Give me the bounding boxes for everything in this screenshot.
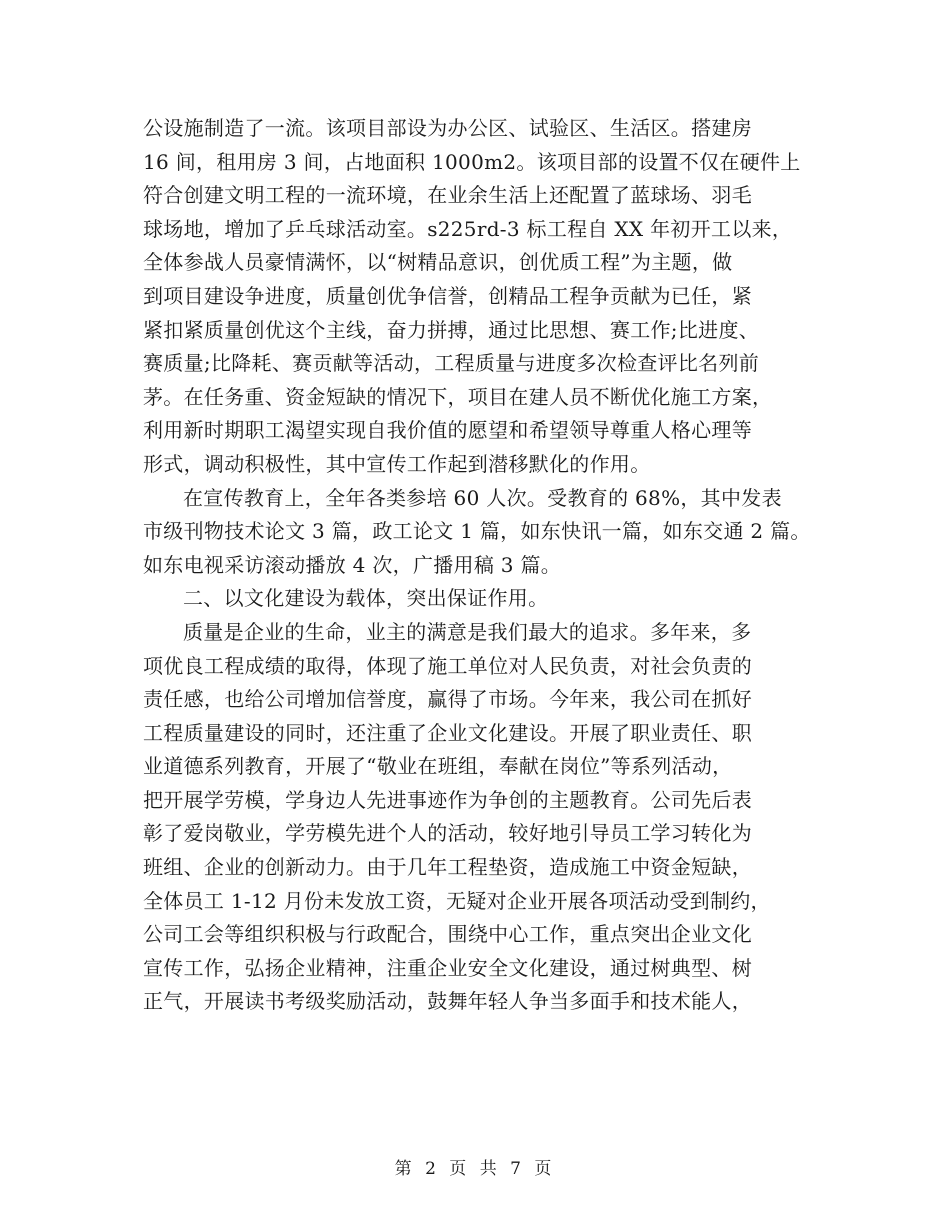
text-line: 16 间，租用房 3 间，占地面积 1000m2。该项目部的设置不仅在硬件上	[143, 149, 801, 174]
text-line: 全体参战人员豪情满怀，以“树精品意识，创优质工程”为主题，做	[143, 250, 733, 275]
text-line: 班组、企业的创新动力。由于几年工程垫资，造成施工中资金短缺，	[143, 855, 752, 880]
text-line: 质量是企业的生命，业主的满意是我们最大的追求。多年来，多	[183, 619, 752, 644]
text-line: 市级刊物技术论文 3 篇，政工论文 1 篇，如东快讯一篇，如东交通 2 篇。	[143, 519, 811, 544]
text-line: 公设施制造了一流。该项目部设为办公区、试验区、生活区。搭建房	[143, 116, 752, 140]
text-line: 形式，调动积极性，其中宣传工作起到潜移默化的作用。	[143, 451, 651, 476]
text-line: 彰了爱岗敬业，学劳模先进个人的活动，较好地引导员工学习转化为	[143, 821, 752, 846]
text-line: 业道德系列教育，开展了“敬业在班组，奉献在岗位”等系列活动，	[143, 754, 733, 779]
text-line: 把开展学劳模，学身边人先进事迹作为争创的主题教育。公司先后表	[143, 787, 752, 812]
text-line: 公司工会等组织积极与行政配合，围绕中心工作，重点突出企业文化	[143, 922, 752, 947]
text-line: 宣传工作，弘扬企业精神，注重企业安全文化建设，通过树典型、树	[143, 955, 752, 980]
text-line: 茅。在任务重、资金短缺的情况下，项目在建人员不断优化施工方案，	[143, 384, 773, 409]
text-line: 工程质量建设的同时，还注重了企业文化建设。开展了职业责任、职	[143, 720, 752, 745]
text-line: 符合创建文明工程的一流环境，在业余生活上还配置了蓝球场、羽毛	[143, 183, 752, 208]
text-line: 二、以文化建设为载体，突出保证作用。	[183, 586, 549, 611]
page-footer: 第 2 页 共 7 页	[394, 1159, 556, 1179]
text-line: 正气，开展读书考级奖励活动，鼓舞年轻人争当多面手和技术能人，	[143, 989, 752, 1014]
text-line: 如东电视采访滚动播放 4 次，广播用稿 3 篇。	[143, 552, 562, 577]
document-body	[143, 112, 823, 1019]
text-line: 紧扣紧质量创优这个主线，奋力拼搏，通过比思想、赛工作;比进度、	[143, 317, 760, 342]
text-line: 在宣传教育上，全年各类参培 60 人次。受教育的 68%，其中发表	[183, 485, 782, 510]
text-line: 赛质量;比降耗、赛贡献等活动，工程质量与进度多次检查评比名列前	[143, 351, 760, 376]
text-line: 责任感，也给公司增加信誉度，赢得了市场。今年来，我公司在抓好	[143, 687, 752, 712]
text-line: 全体员工 1-12 月份未发放工资，无疑对企业开展各项活动受到制约，	[143, 888, 771, 913]
text-line: 利用新时期职工渴望实现自我价值的愿望和希望领导尊重人格心理等	[143, 418, 752, 443]
text-line: 到项目建设争进度，质量创优争信誉，创精品工程争贡献为已任，紧	[143, 283, 752, 308]
text-line: 球场地，增加了乒乓球活动室。s225rd-3 标工程自 XX 年初开工以来，	[143, 216, 793, 241]
text-line: 项优良工程成绩的取得，体现了施工单位对人民负责，对社会负责的	[143, 653, 752, 678]
